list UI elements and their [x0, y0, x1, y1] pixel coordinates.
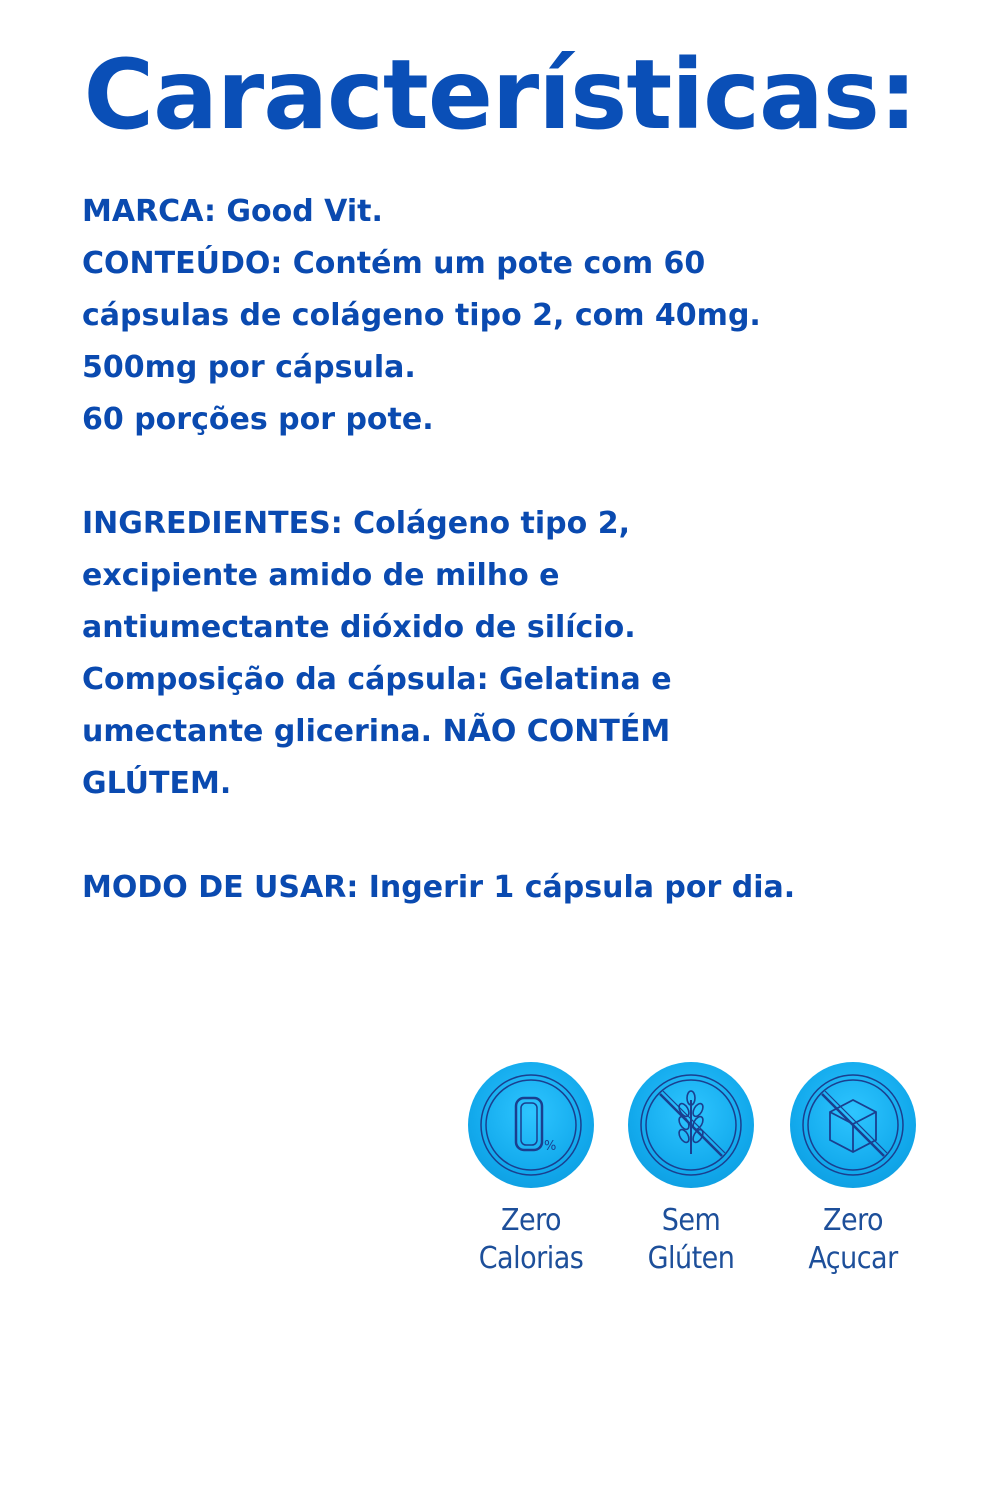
ingredients-line: umectante glicerina. NÃO CONTÉM	[82, 714, 671, 749]
badge-label: Sem Glúten	[647, 1203, 735, 1276]
ingredients-line: INGREDIENTES: Colágeno tipo 2,	[82, 506, 630, 541]
zero-percent-icon	[468, 1062, 594, 1188]
ingredients-line: Composição da cápsula: Gelatina e	[82, 662, 672, 697]
badge-label: Zero Açucar	[808, 1203, 898, 1276]
content-line: CONTEÚDO: Contém um pote com 60	[82, 246, 706, 281]
badge-label: Zero Calorias	[478, 1203, 584, 1276]
badge-sem-gluten	[626, 1062, 756, 1278]
brand-line: MARCA: Good Vit.	[82, 194, 383, 229]
page-title: Características:	[83, 39, 917, 151]
badge-zero-calorias	[466, 1062, 596, 1278]
badge-circle	[790, 1062, 916, 1188]
badge-circle	[468, 1062, 594, 1188]
no-sugar-cube-icon	[790, 1062, 916, 1188]
badge-zero-acucar	[788, 1062, 918, 1278]
spacer	[82, 810, 982, 862]
badge-circle	[628, 1062, 754, 1188]
ingredients-line: GLÚTEM.	[82, 766, 232, 801]
no-wheat-icon	[628, 1062, 754, 1188]
ingredients-line: excipiente amido de milho e	[82, 558, 560, 593]
badges-row	[466, 1062, 926, 1292]
usage-line: MODO DE USAR: Ingerir 1 cápsula por dia.	[82, 870, 796, 905]
percent-glyph: %	[544, 1139, 557, 1154]
content-line: cápsulas de colágeno tipo 2, com 40mg.	[82, 298, 761, 333]
ingredients-line: antiumectante dióxido de silício.	[82, 610, 636, 645]
spacer	[82, 446, 982, 498]
content-line: 500mg por cápsula.	[82, 350, 416, 385]
product-details	[82, 186, 982, 914]
content-line: 60 porções por pote.	[82, 402, 434, 437]
